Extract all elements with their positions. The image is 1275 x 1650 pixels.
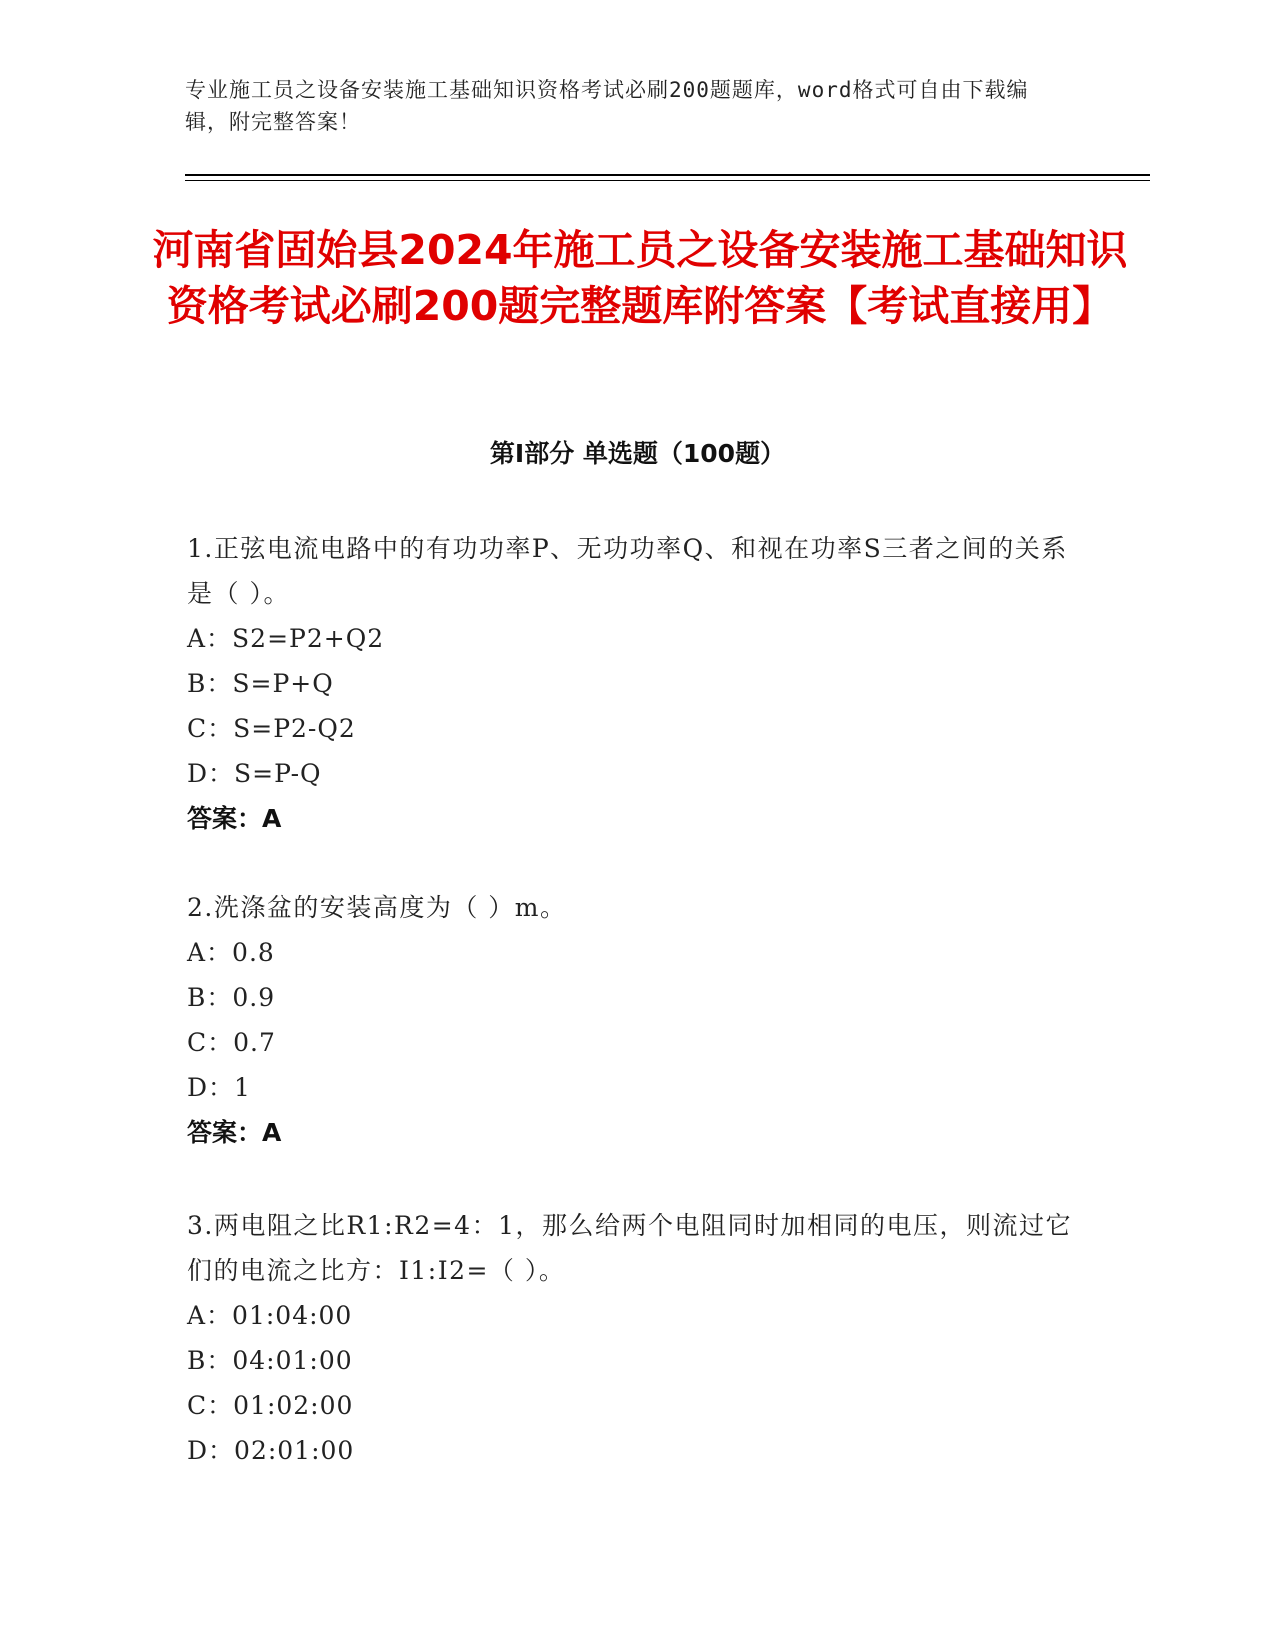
answer-line: 答案：A	[187, 1118, 282, 1147]
option-c: C：S=P2-Q2	[187, 714, 356, 743]
option-d: D：S=P-Q	[187, 759, 322, 788]
option-a: A：0.8	[187, 938, 275, 967]
option-c: C：01:02:00	[187, 1391, 354, 1420]
option-b: B：S=P+Q	[187, 669, 334, 698]
question-text: 1.正弦电流电路中的有功功率P、无功功率Q、和视在功率S三者之间的关系是（ ）。	[187, 534, 1068, 608]
option-d: D：1	[187, 1073, 251, 1102]
option-a: A：S2=P2+Q2	[187, 624, 385, 653]
question-block	[187, 1203, 1087, 1473]
header-divider-thin	[185, 180, 1150, 181]
question-text: 3.两电阻之比R1:R2=4：1，那么给两个电阻同时加相同的电压，则流过它们的电流之比方：I1:I2=（ ）。	[187, 1211, 1072, 1285]
question-text: 2.洗涤盆的安装高度为（ ）m。	[187, 893, 567, 922]
option-b: B：0.9	[187, 983, 276, 1012]
option-b: B：04:01:00	[187, 1346, 353, 1375]
section-heading: 第I部分 单选题（100题）	[489, 439, 786, 468]
header-note: 专业施工员之设备安装施工基础知识资格考试必刷200题题库，word格式可自由下载编辑，附完整答案！	[185, 78, 1029, 134]
question-block	[187, 885, 1087, 1155]
option-a: A：01:04:00	[187, 1301, 353, 1330]
question-block	[187, 526, 1087, 841]
option-c: C：0.7	[187, 1028, 276, 1057]
document-title: 河南省固始县2024年施工员之设备安装施工基础知识资格考试必刷200题完整题库附答案【考试直接用】	[152, 226, 1128, 330]
answer-line: 答案：A	[187, 804, 282, 833]
option-d: D：02:01:00	[187, 1436, 355, 1465]
header-divider-thick	[185, 174, 1150, 176]
